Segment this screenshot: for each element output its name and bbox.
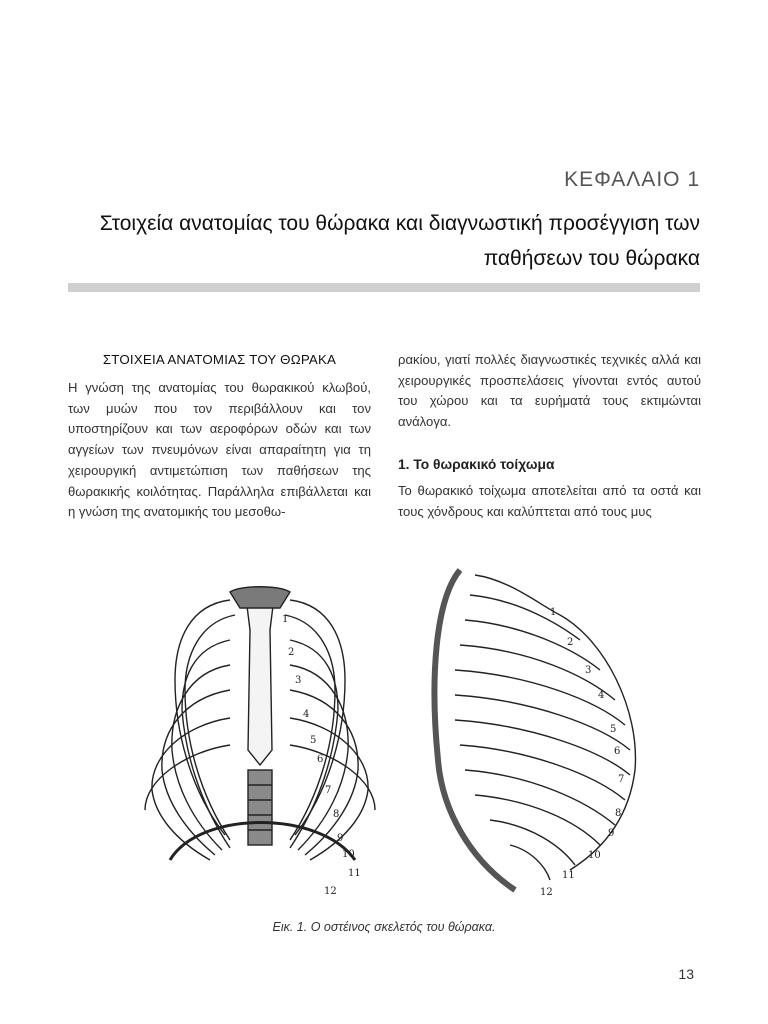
side-view-rib-cage	[434, 570, 635, 890]
section-heading: ΣΤΟΙΧΕΙΑ ΑΝΑΤΟΜΙΑΣ ΤΟΥ ΘΩΡΑΚΑ	[102, 352, 337, 367]
side-rib-numbers	[540, 607, 624, 898]
side-rib-number: 9	[608, 828, 615, 839]
front-rib-number: 12	[324, 886, 337, 897]
front-rib-number: 8	[333, 809, 340, 820]
figure-caption-text: Ο οστέινος σκελετός του θώρακα.	[307, 920, 496, 934]
front-rib-number: 10	[342, 849, 355, 860]
side-rib-number: 4	[598, 690, 605, 701]
front-rib-number: 3	[295, 675, 302, 686]
front-rib-number: 11	[348, 868, 361, 879]
side-rib-number: 7	[618, 774, 625, 785]
side-rib-number: 12	[540, 887, 553, 898]
rib-cage-illustration	[130, 560, 700, 905]
body-paragraph: Το θωρακικό τοίχωμα αποτελείται από τα οστά και τους χόνδρους και καλύπτεται από τους μυς	[398, 482, 701, 519]
body-paragraph-continued: ρακίου, γιατί πολλές διαγνωστικές τεχνικές αλλά και χειρουργικές προσπελάσεις γίνονται εντός αυτού του χώρου και τα ευρήματά τους εκτιμώνται ανάλογα.	[398, 352, 701, 430]
side-rib-number: 2	[567, 637, 574, 648]
figure-caption	[0, 920, 768, 934]
page-number: 13	[678, 966, 694, 982]
body-paragraph: Η γνώση της ανατομίας του θωρακικού κλωβού, των μυών που τον περιβάλλουν και τον υποστηρίζουν και των αεροφόρων οδών και των αγγείων των πνευμόνων είναι απαραίτητη για τη χειρουργική αντιμετώπιση των παθήσεων της θωρακικής κοιλότητας. Παράλληλα επιβάλλεται και η γνώση της ανατομικής του μεσοθω-	[68, 380, 371, 520]
right-column	[398, 350, 701, 522]
subsection-heading: 1. Το θωρακικό τοίχωμα	[398, 456, 555, 472]
rib-cage-figure	[130, 560, 700, 905]
front-rib-number: 5	[310, 735, 317, 746]
title-divider	[68, 283, 700, 292]
side-rib-number: 6	[614, 746, 621, 757]
side-rib-number: 1	[550, 607, 557, 618]
front-rib-number: 4	[303, 709, 310, 720]
front-rib-number: 9	[337, 833, 344, 844]
front-rib-number: 2	[288, 647, 295, 658]
chapter-label: ΚΕΦΑΛΑΙΟ 1	[564, 168, 700, 191]
front-rib-number: 1	[282, 614, 289, 625]
figure-caption-prefix: Εικ. 1.	[272, 920, 308, 934]
left-column	[68, 350, 371, 523]
side-rib-number: 11	[562, 870, 575, 881]
chapter-title: Στοιχεία ανατομίας του θώρακα και διαγνωστική προσέγγιση των παθήσεων του θώρακα	[99, 212, 700, 270]
front-view-rib-cage	[145, 587, 375, 860]
side-rib-number: 10	[588, 850, 601, 861]
front-rib-number: 7	[325, 785, 332, 796]
side-rib-number: 5	[610, 724, 617, 735]
front-rib-number: 6	[317, 754, 324, 765]
side-rib-number: 8	[615, 808, 622, 819]
side-rib-number: 3	[585, 665, 592, 676]
